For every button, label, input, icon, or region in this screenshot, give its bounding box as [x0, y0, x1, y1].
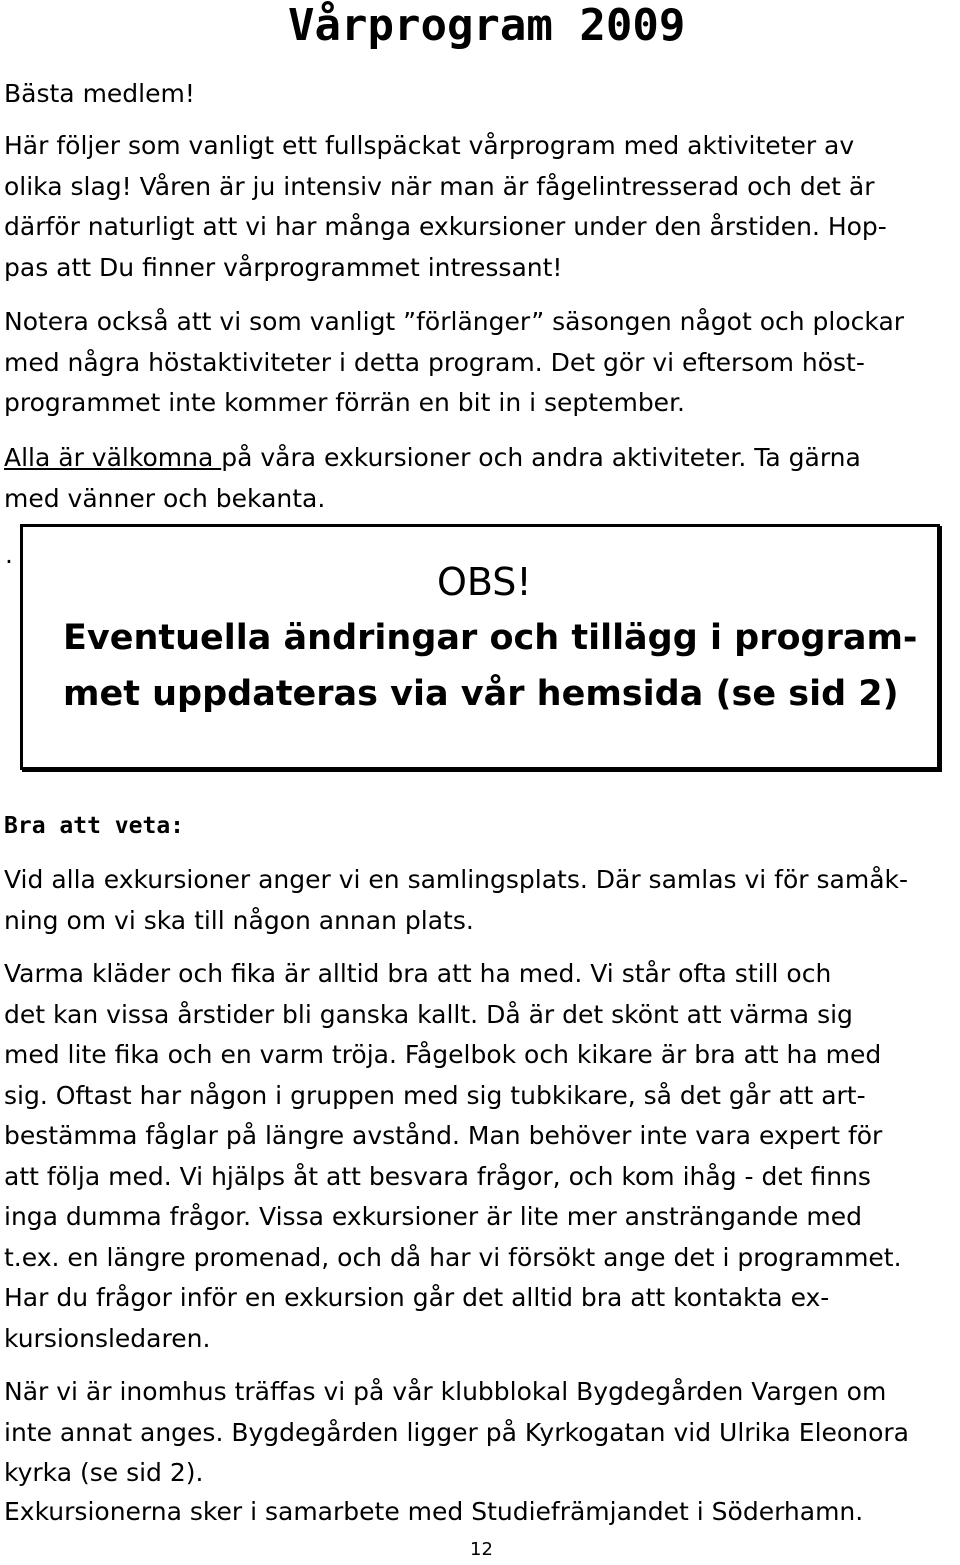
stray-dot: .: [5, 540, 13, 569]
welcome-underlined: Alla är välkomna: [4, 443, 222, 472]
clothes-line: t.ex. en längre promenad, och då har vi försökt ange det i programmet.: [4, 1242, 902, 1272]
obs-notice-box: [20, 524, 940, 770]
clothes-paragraph: [4, 954, 902, 1359]
clothes-line: kursionsledaren.: [4, 1323, 211, 1353]
intro-line: olika slag! Våren är ju intensiv när man är fågelintresserad och det är: [4, 171, 875, 201]
page-title: Vårprogram 2009: [288, 0, 686, 51]
note-line: med några höstaktiviteter i detta program. Det gör vi eftersom höst-: [4, 347, 865, 377]
obs-line-2: met uppdateras via vår hemsida (se sid 2): [63, 674, 899, 714]
clothes-line: bestämma fåglar på längre avstånd. Man behöver inte vara expert för: [4, 1121, 883, 1150]
indoor-line: kyrka (se sid 2).: [4, 1458, 204, 1487]
welcome-paragraph: [4, 438, 861, 519]
obs-line-1: Eventuella ändringar och tillägg i program-: [63, 618, 918, 658]
note-line: programmet inte kommer förrän en bit in i september.: [4, 388, 685, 417]
clothes-line: med lite fika och en varm tröja. Fågelbok och kikare är bra att ha med: [4, 1040, 882, 1069]
intro-line: pas att Du finner vårprogrammet intressant!: [4, 252, 563, 282]
welcome-line-2: med vänner och bekanta.: [4, 483, 326, 513]
clothes-line: sig. Oftast har någon i gruppen med sig tubkikare, så det går att art-: [4, 1080, 866, 1110]
indoor-line: inte annat anges. Bygdegården ligger på Kyrkogatan vid Ulrika Eleonora: [4, 1417, 909, 1447]
clothes-line: det kan vissa årstider bli ganska kallt. Då är det skönt att värma sig: [4, 999, 853, 1029]
page-number: 12: [470, 1539, 493, 1560]
samlingsplats-line: ning om vi ska till någon annan plats.: [4, 905, 474, 935]
intro-line: Här följer som vanligt ett fullspäckat vårprogram med aktiviteter av: [4, 131, 855, 160]
clothes-line: Varma kläder och fika är alltid bra att ha med. Vi står ofta still och: [4, 959, 832, 988]
intro-line: därför naturligt att vi har många exkursioner under den årstiden. Hop-: [4, 212, 887, 241]
clothes-line: att följa med. Vi hjälps åt att besvara frågor, och kom ihåg - det finns: [4, 1161, 871, 1191]
obs-heading: OBS!: [437, 560, 532, 604]
welcome-line: [4, 438, 861, 479]
clothes-line: Har du frågor inför en exkursion går det alltid bra att kontakta ex-: [4, 1283, 830, 1312]
intro-paragraph: [4, 126, 887, 288]
note-paragraph: [4, 302, 904, 424]
clothes-line: inga dumma frågor. Vissa exkursioner är lite mer ansträngande med: [4, 1202, 862, 1231]
salutation: Bästa medlem!: [4, 79, 195, 108]
samlingsplats-line: Vid alla exkursioner anger vi en samlingsplats. Där samlas vi för samåk-: [4, 865, 909, 894]
samlingsplats-paragraph: [4, 860, 908, 941]
note-line: Notera också att vi som vanligt ”förlänger” säsongen något och plockar: [4, 307, 905, 336]
indoor-line: När vi är inomhus träffas vi på vår klubblokal Bygdegården Vargen om: [4, 1377, 887, 1406]
welcome-rest: på våra exkursioner och andra aktiviteter. Ta gärna: [221, 443, 861, 472]
cooperation-note: Exkursionerna sker i samarbete med Studiefrämjandet i Söderhamn.: [4, 1497, 864, 1526]
section-heading: Bra att veta:: [4, 813, 185, 839]
indoor-paragraph: [4, 1372, 909, 1494]
